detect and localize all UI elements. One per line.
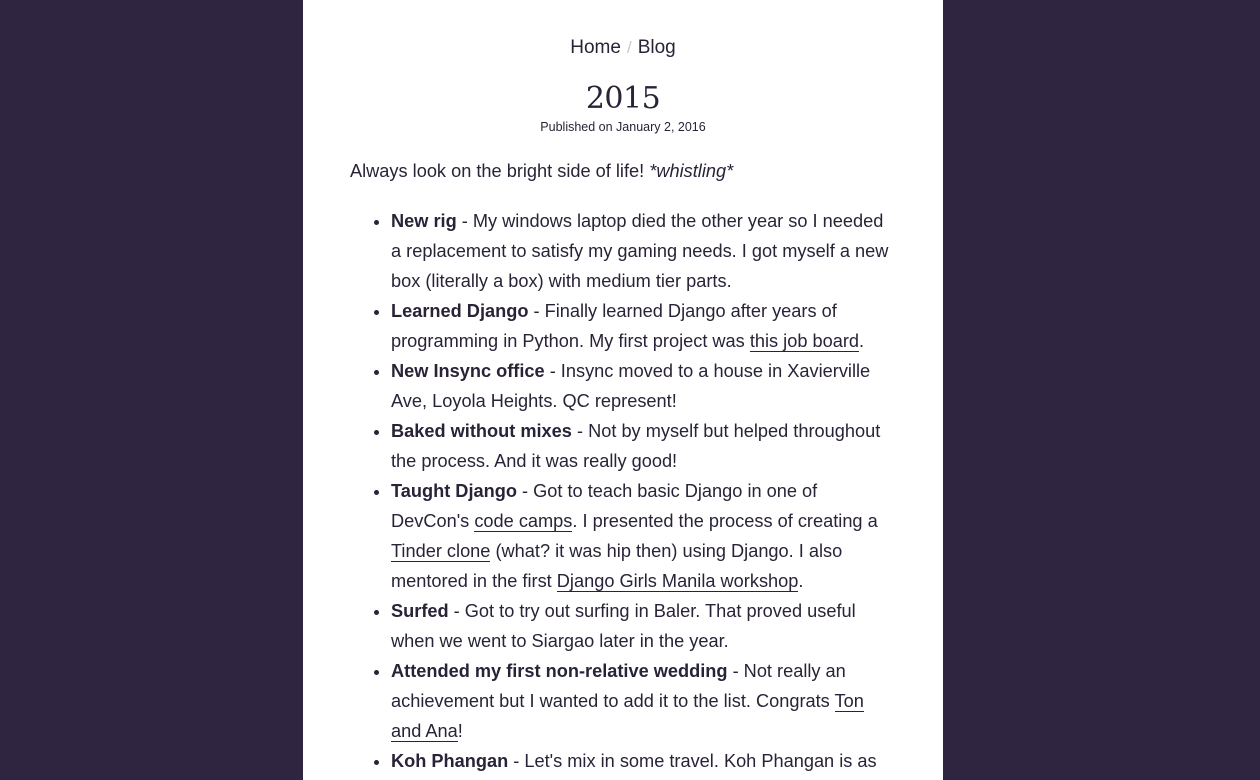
breadcrumb-separator: / xyxy=(626,38,632,57)
item-heading: Taught Django xyxy=(391,481,517,501)
item-heading: Koh Phangan xyxy=(391,751,509,771)
list-item xyxy=(391,296,891,356)
list-item xyxy=(391,416,891,476)
list-item xyxy=(391,356,891,416)
item-heading: Attended my first non-relative wedding xyxy=(391,661,728,681)
list-item xyxy=(391,656,891,746)
item-heading: Baked without mixes xyxy=(391,421,572,441)
item-text: - Insync moved to a house in Xavierville Ave, Loyola Heights. QC represent! xyxy=(391,361,871,411)
breadcrumb-blog-link[interactable]: Blog xyxy=(637,37,676,58)
tinder-clone-link[interactable]: Tinder clone xyxy=(391,541,491,561)
list-item xyxy=(391,206,891,296)
item-text: - Not by myself but helped throughout the process. And it was really good! xyxy=(391,421,881,471)
post-intro xyxy=(350,156,898,186)
item-text: . I presented the process of creating a xyxy=(572,511,878,531)
post-title: 2015 xyxy=(585,81,661,116)
item-text: (what? it was hip then) using Django. I also mentored in the first xyxy=(391,541,843,591)
item-text: - Not really an achievement but I wanted to add it to the list. Congrats xyxy=(391,661,846,711)
breadcrumb xyxy=(303,36,943,60)
list-item xyxy=(391,476,891,596)
intro-emphasis: *whistling* xyxy=(649,161,734,181)
item-text: - Let's mix in some travel. Koh Phangan is as xyxy=(508,751,877,771)
list-item xyxy=(391,596,891,656)
item-text: - Got to try out surfing in Baler. That proved useful when we went to Siargao later in the year. xyxy=(391,601,856,651)
achievement-list xyxy=(350,206,898,776)
breadcrumb-home-link[interactable]: Home xyxy=(570,37,621,58)
job-board-link[interactable]: this job board xyxy=(749,331,860,351)
post-content xyxy=(350,156,898,776)
item-heading: Surfed xyxy=(391,601,449,621)
item-heading: New rig xyxy=(391,211,457,231)
item-text: ! xyxy=(457,721,463,741)
item-text: - My windows laptop died the other year so I needed a replacement to satisfy my gaming needs. I got myself a new box (literally a box) with medium tier parts. xyxy=(391,211,889,291)
item-text: . xyxy=(859,331,865,351)
intro-text: Always look on the bright side of life! xyxy=(350,161,645,181)
list-item xyxy=(391,746,891,776)
item-text: . xyxy=(798,571,804,591)
ton-and-ana-link[interactable]: Ton and Ana xyxy=(391,691,864,741)
django-girls-link[interactable]: Django Girls Manila workshop xyxy=(556,571,799,591)
page-column xyxy=(303,0,943,780)
published-date: Published on January 2, 2016 xyxy=(540,120,706,134)
item-text: - Got to teach basic Django in one of DevCon's xyxy=(391,481,818,531)
item-heading: Learned Django xyxy=(391,301,529,321)
item-heading: New Insync office xyxy=(391,361,545,381)
item-text: - Finally learned Django after years of programming in Python. My first project was xyxy=(391,301,837,351)
code-camps-link[interactable]: code camps xyxy=(474,511,573,531)
